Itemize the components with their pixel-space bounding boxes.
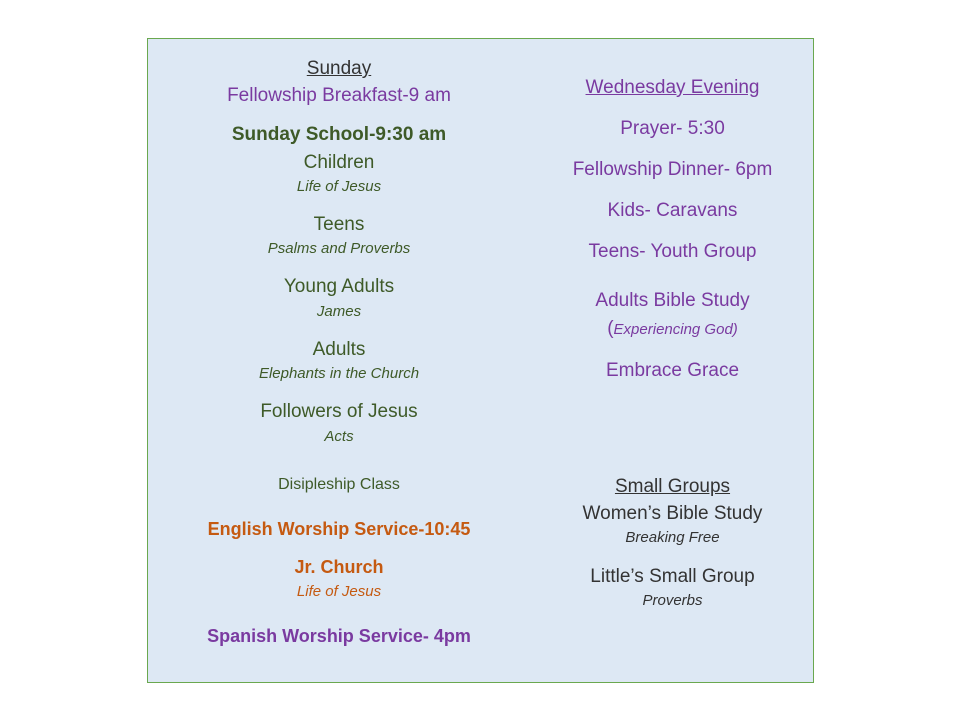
- sunday-school: Sunday School-9:30 am: [231, 124, 447, 145]
- class-young-adults: Young Adults: [283, 276, 395, 297]
- embrace-grace: Embrace Grace: [605, 360, 740, 381]
- group-womens-study: Breaking Free: [625, 529, 720, 546]
- class-adults-study: Elephants in the Church: [258, 365, 420, 382]
- wednesday-adults: Adults Bible Study: [595, 290, 750, 311]
- class-children-study: Life of Jesus: [296, 178, 382, 195]
- class-teens: Teens: [313, 214, 365, 235]
- wednesday-kids: Kids- Caravans: [607, 200, 738, 221]
- wednesday-heading: Wednesday Evening: [585, 77, 760, 98]
- class-young-adults-study: James: [316, 303, 362, 320]
- sunday-heading: Sunday: [306, 58, 372, 79]
- group-littles-small-group: Little’s Small Group: [590, 566, 755, 587]
- adult-study-paren: (: [607, 318, 614, 339]
- class-children: Children: [303, 152, 375, 173]
- class-adults: Adults: [312, 339, 366, 360]
- group-womens-bible-study: Women’s Bible Study: [582, 503, 763, 524]
- wednesday-prayer: Prayer- 5:30: [620, 118, 725, 139]
- small-groups-heading: Small Groups: [614, 476, 731, 497]
- class-followers-study: Acts: [324, 428, 354, 445]
- wednesday-teens: Teens- Youth Group: [588, 241, 757, 262]
- jr-church: Jr. Church: [294, 557, 384, 577]
- wednesday-dinner: Fellowship Dinner- 6pm: [572, 159, 773, 180]
- discipleship-class: Disipleship Class: [278, 476, 400, 493]
- adult-study-line: [530, 319, 815, 340]
- group-littles-study: Proverbs: [642, 592, 703, 609]
- class-followers: Followers of Jesus: [260, 401, 418, 422]
- spanish-worship-service: Spanish Worship Service- 4pm: [207, 626, 471, 646]
- class-teens-study: Psalms and Proverbs: [267, 240, 411, 257]
- schedule-panel: [147, 38, 814, 683]
- adult-study-title: Experiencing God): [613, 321, 738, 338]
- jr-church-study: Life of Jesus: [296, 583, 382, 600]
- english-worship-service: English Worship Service-10:45: [207, 519, 471, 539]
- fellowship-breakfast: Fellowship Breakfast-9 am: [227, 85, 451, 106]
